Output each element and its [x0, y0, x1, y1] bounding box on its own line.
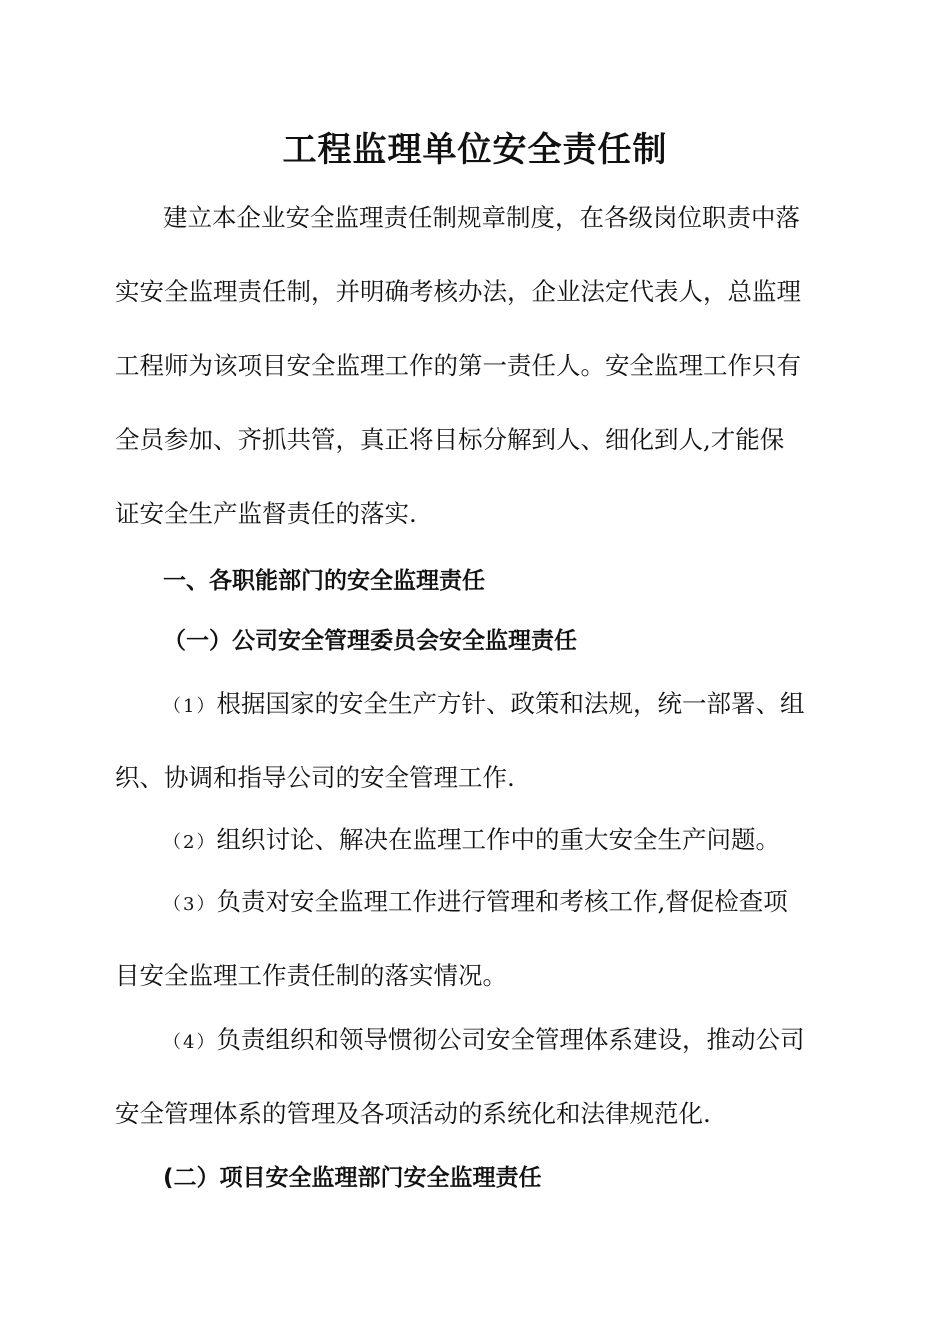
item-3-line-1: [163, 882, 788, 925]
intro-line-2: 实安全监理责任制，并明确考核办法，企业法定代表人，总监理: [115, 277, 801, 306]
item-4-text: 负责组织和领导惯彻公司安全管理体系建设，推动公司: [216, 1025, 805, 1054]
item-2-line-1: [163, 820, 780, 863]
item-1-number: （1）: [163, 696, 217, 717]
subsection-heading-1: （一）公司安全管理委员会安全监理责任: [163, 628, 577, 654]
intro-line-4: 全员参加、齐抓共管，真正将目标分解到人、细化到人,才能保: [115, 425, 785, 454]
item-3-number: （3）: [163, 894, 217, 915]
section-heading-1: 一、各职能部门的安全监理责任: [163, 568, 485, 594]
item-1-text: 根据国家的安全生产方针、政策和法规，统一部署、组: [216, 689, 805, 718]
item-4-line-2: 安全管理体系的管理及各项活动的系统化和法律规范化.: [115, 1099, 711, 1128]
document-title: 工程监理单位安全责任制: [282, 130, 668, 170]
item-4-line-1: [163, 1020, 804, 1063]
item-3-line-2: 目安全监理工作责任制的落实情况。: [115, 961, 507, 990]
intro-line-3: 工程师为该项目安全监理工作的第一责任人。安全监理工作只有: [115, 351, 801, 380]
intro-line-5: 证安全生产监督责任的落实.: [115, 499, 417, 528]
subsection-heading-2: (二）项目安全监理部门安全监理责任: [163, 1165, 542, 1191]
item-1-line-2: 织、协调和指导公司的安全管理工作.: [115, 763, 515, 792]
intro-line-1: 建立本企业安全监理责任制规章制度，在各级岗位职责中落: [163, 203, 800, 232]
item-3-text: 负责对安全监理工作进行管理和考核工作,督促检查项: [216, 887, 788, 916]
item-1-line-1: [163, 684, 804, 727]
item-2-number: （2）: [163, 832, 217, 853]
item-4-number: （4）: [163, 1032, 217, 1053]
item-2-text: 组织讨论、解决在监理工作中的重大安全生产问题。: [216, 825, 780, 854]
